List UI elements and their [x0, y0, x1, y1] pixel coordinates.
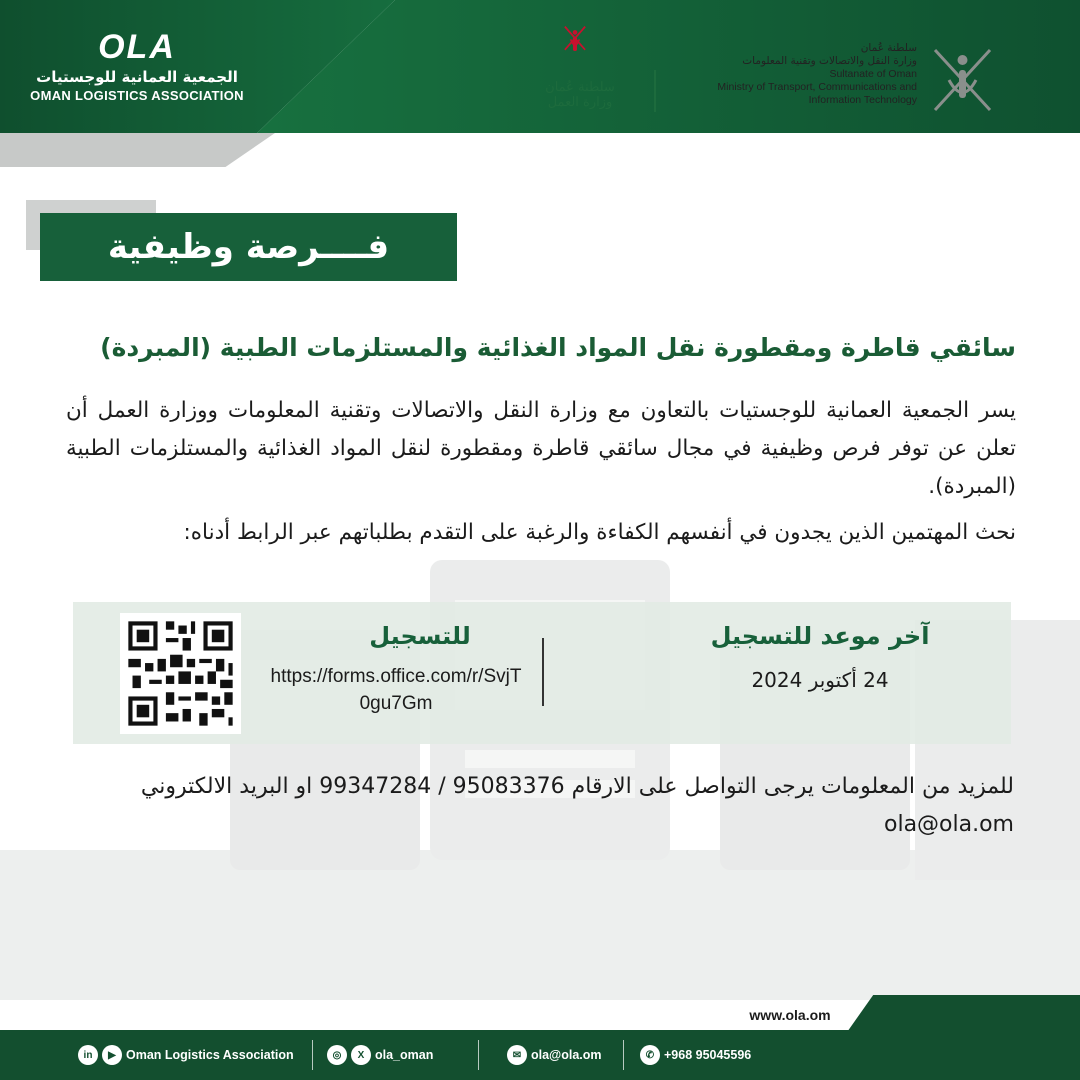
mtc-en-line3: Information Technology: [808, 94, 917, 106]
qr-code-icon[interactable]: [120, 613, 241, 734]
logo-divider: [654, 70, 656, 112]
x-icon[interactable]: X: [351, 1045, 371, 1065]
footer-social-instagram-x[interactable]: [327, 1044, 433, 1066]
mtc-ar-line2: وزارة النقل والاتصالات وتقنية المعلومات: [742, 55, 917, 67]
background-trucks-image: [0, 520, 1080, 1000]
title-badge: فــــرصة وظيفية: [40, 213, 457, 281]
footer-separator: [478, 1040, 479, 1070]
footer-email-text: ola@ola.om: [531, 1048, 602, 1062]
deadline-date: 24 أكتوبر 2024: [751, 668, 889, 692]
mtc-ar-line1: سلطنة عُمان: [860, 42, 917, 54]
oman-khanjar-emblem-icon: [925, 40, 1000, 120]
footer-social-linkedin-youtube[interactable]: [78, 1044, 294, 1066]
ola-name-english: OMAN LOGISTICS ASSOCIATION: [30, 88, 244, 103]
footer-slant: [845, 995, 1080, 1035]
labour-ministry-line2: وزارة العمل: [547, 95, 613, 110]
footer-social-handle: ola_oman: [375, 1048, 434, 1062]
ola-logo-text: OLA: [98, 28, 176, 66]
ola-logo: [22, 30, 252, 64]
ministry-logos: [530, 22, 1070, 122]
email-icon[interactable]: ✉: [507, 1045, 527, 1065]
apply-instructions-paragraph: نحث المهتمين الذين يجدون في أنفسهم الكفاءة والرغبة على التقدم بطلباتهم عبر الرابط أدناه:: [183, 520, 1016, 545]
register-link[interactable]: https://forms.office.com/r/SvjT0gu7Gm: [270, 666, 522, 714]
linkedin-icon[interactable]: in: [78, 1045, 98, 1065]
instagram-icon[interactable]: ◎: [327, 1045, 347, 1065]
mtc-en-line1: Sultanate of Oman: [829, 68, 917, 80]
ola-logo-block: [22, 30, 252, 103]
labour-ministry-text: [540, 80, 620, 110]
job-title: سائقي قاطرة ومقطورة نقل المواد الغذائية والمستلزمات الطبية (المبردة): [100, 333, 1016, 362]
phone-icon[interactable]: ✆: [640, 1045, 660, 1065]
ola-name-arabic: الجمعية العمانية للوجستيات: [36, 68, 238, 86]
deadline-label: آخر موعد للتسجيل: [710, 622, 930, 650]
footer-phone[interactable]: [640, 1044, 751, 1066]
footer-social-name: Oman Logistics Association: [126, 1048, 294, 1062]
mtc-en-line2: Ministry of Transport, Communications and: [717, 81, 917, 93]
footer-separator: [312, 1040, 313, 1070]
oman-emblem-icon: [545, 22, 605, 77]
youtube-icon[interactable]: ▶: [102, 1045, 122, 1065]
mtc-ministry-text: [670, 42, 917, 107]
registration-divider: [542, 638, 544, 706]
register-label: للتسجيل: [369, 622, 471, 650]
footer-email[interactable]: [507, 1044, 602, 1066]
website-link[interactable]: www.ola.om: [749, 1007, 831, 1023]
contact-info: للمزيد من المعلومات يرجى التواصل على الارقام 95083376 / 99347284 او البريد الالكتروني ola@ola.om: [140, 774, 1014, 837]
labour-ministry-line1: سلطنة عُمان: [545, 80, 615, 95]
footer-phone-text: +968 95045596: [664, 1048, 752, 1062]
announcement-paragraph: يسر الجمعية العمانية للوجستيات بالتعاون مع وزارة النقل والاتصالات وتقنية المعلومات ووزارة العمل أن تعلن عن توفر فرص وظيفية في مجال سائقي قاطرة ومقطورة لنقل المواد الغذائية والمستلزمات الطبية (المبردة).: [66, 398, 1016, 499]
footer-separator: [623, 1040, 624, 1070]
